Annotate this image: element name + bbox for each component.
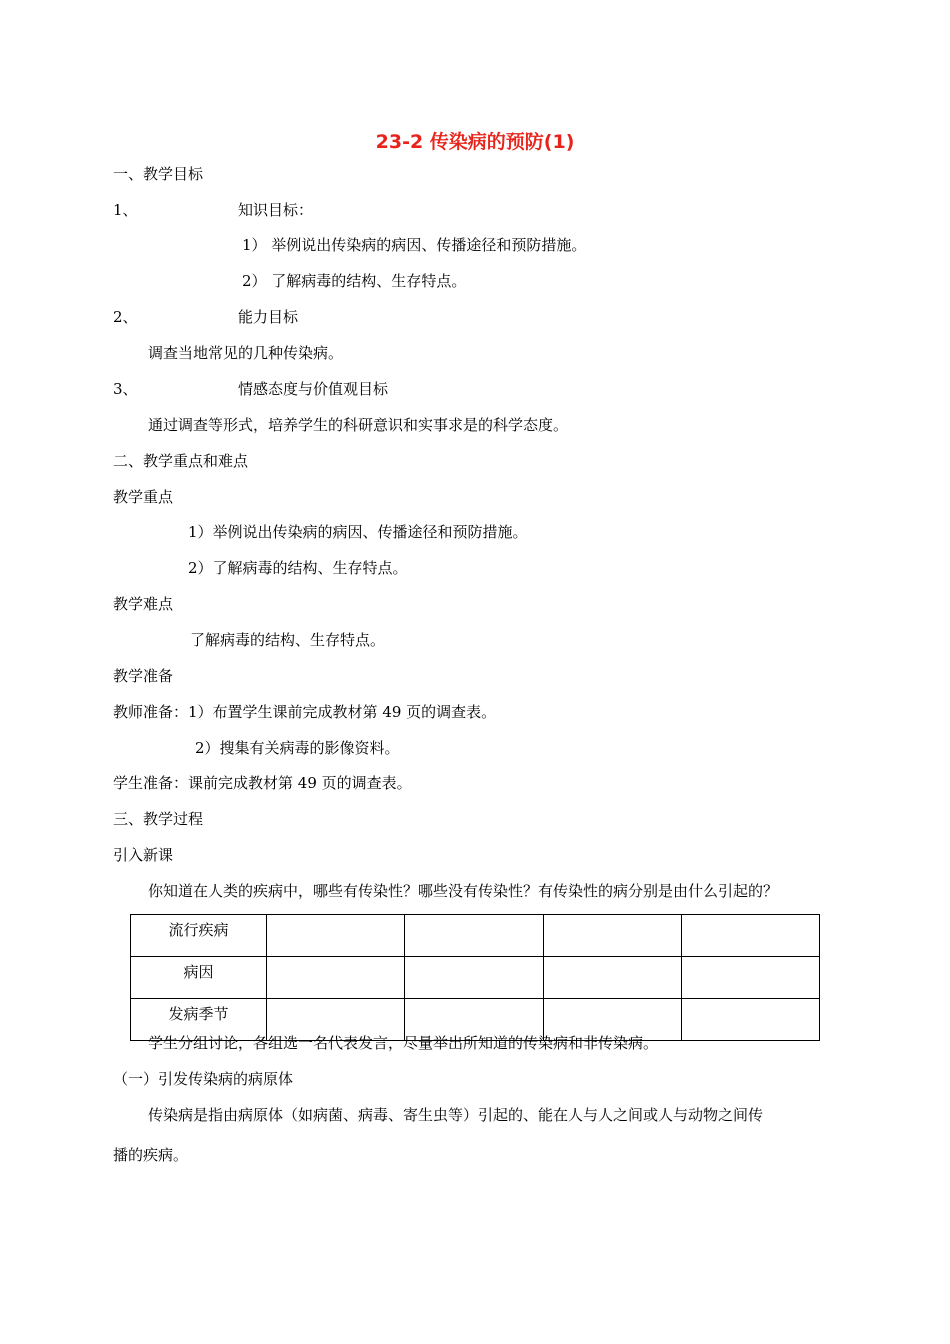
intro-question: 你知道在人类的疾病中，哪些有传染性？哪些没有传染性？有传染性的病分别是由什么引起的？ [148, 882, 779, 900]
table-cell [543, 957, 681, 999]
section-teaching-goals: 一、教学目标 [113, 165, 204, 183]
key-item-b: 2）了解病毒的结构、生存特点。 [188, 559, 408, 577]
table-cell [267, 915, 405, 957]
key-heading: 教学重点 [113, 488, 174, 506]
goal-2-text: 调查当地常见的几种传染病。 [148, 344, 344, 362]
table-cell [543, 915, 681, 957]
row-header: 发病季节 [131, 999, 267, 1041]
section-key-points: 二、教学重点和难点 [113, 452, 249, 470]
goal-2-label: 能力目标 [238, 308, 299, 326]
hard-item-a: 了解病毒的结构、生存特点。 [190, 631, 386, 649]
section-process: 三、教学过程 [113, 810, 204, 828]
hard-heading: 教学难点 [113, 595, 174, 613]
goal-1-number: 1、 [113, 201, 138, 219]
definition-line-2: 播的疾病。 [113, 1146, 189, 1164]
table-cell [405, 957, 543, 999]
table-row [131, 915, 820, 957]
table-cell [681, 999, 819, 1041]
student-prep: 学生准备：课前完成教材第 49 页的调查表。 [113, 774, 412, 792]
goal-2-number: 2、 [113, 308, 138, 326]
table-row [131, 957, 820, 999]
row-header: 病因 [131, 957, 267, 999]
goal-1-item-b: 2） 了解病毒的结构、生存特点。 [242, 272, 467, 290]
goal-3-text: 通过调查等形式，培养学生的科研意识和实事求是的科学态度。 [148, 416, 569, 434]
subsection-pathogen: （一）引发传染病的病原体 [113, 1070, 294, 1088]
page-title: 23-2 传染病的预防(1) [375, 131, 575, 153]
table-cell [681, 957, 819, 999]
teacher-prep-b: 2）搜集有关病毒的影像资料。 [195, 739, 400, 757]
prep-heading: 教学准备 [113, 667, 174, 685]
definition-line-1: 传染病是指由病原体（如病菌、病毒、寄生虫等）引起的、能在人与人之间或人与动物之间传 [148, 1106, 764, 1124]
survey-table [130, 914, 820, 1041]
goal-1-item-a: 1） 举例说出传染病的病因、传播途径和预防措施。 [242, 236, 587, 254]
goal-1-label: 知识目标： [238, 201, 314, 219]
teacher-prep: 教师准备：1）布置学生课前完成教材第 49 页的调查表。 [113, 703, 497, 721]
discussion-text: 学生分组讨论，各组选一名代表发言，尽量举出所知道的传染病和非传染病。 [148, 1034, 659, 1052]
intro-heading: 引入新课 [113, 846, 174, 864]
table-cell [681, 915, 819, 957]
goal-3-number: 3、 [113, 380, 138, 398]
row-header: 流行疾病 [131, 915, 267, 957]
table-cell [267, 957, 405, 999]
goal-3-label: 情感态度与价值观目标 [238, 380, 389, 398]
table-cell [405, 915, 543, 957]
key-item-a: 1）举例说出传染病的病因、传播途径和预防措施。 [188, 523, 528, 541]
